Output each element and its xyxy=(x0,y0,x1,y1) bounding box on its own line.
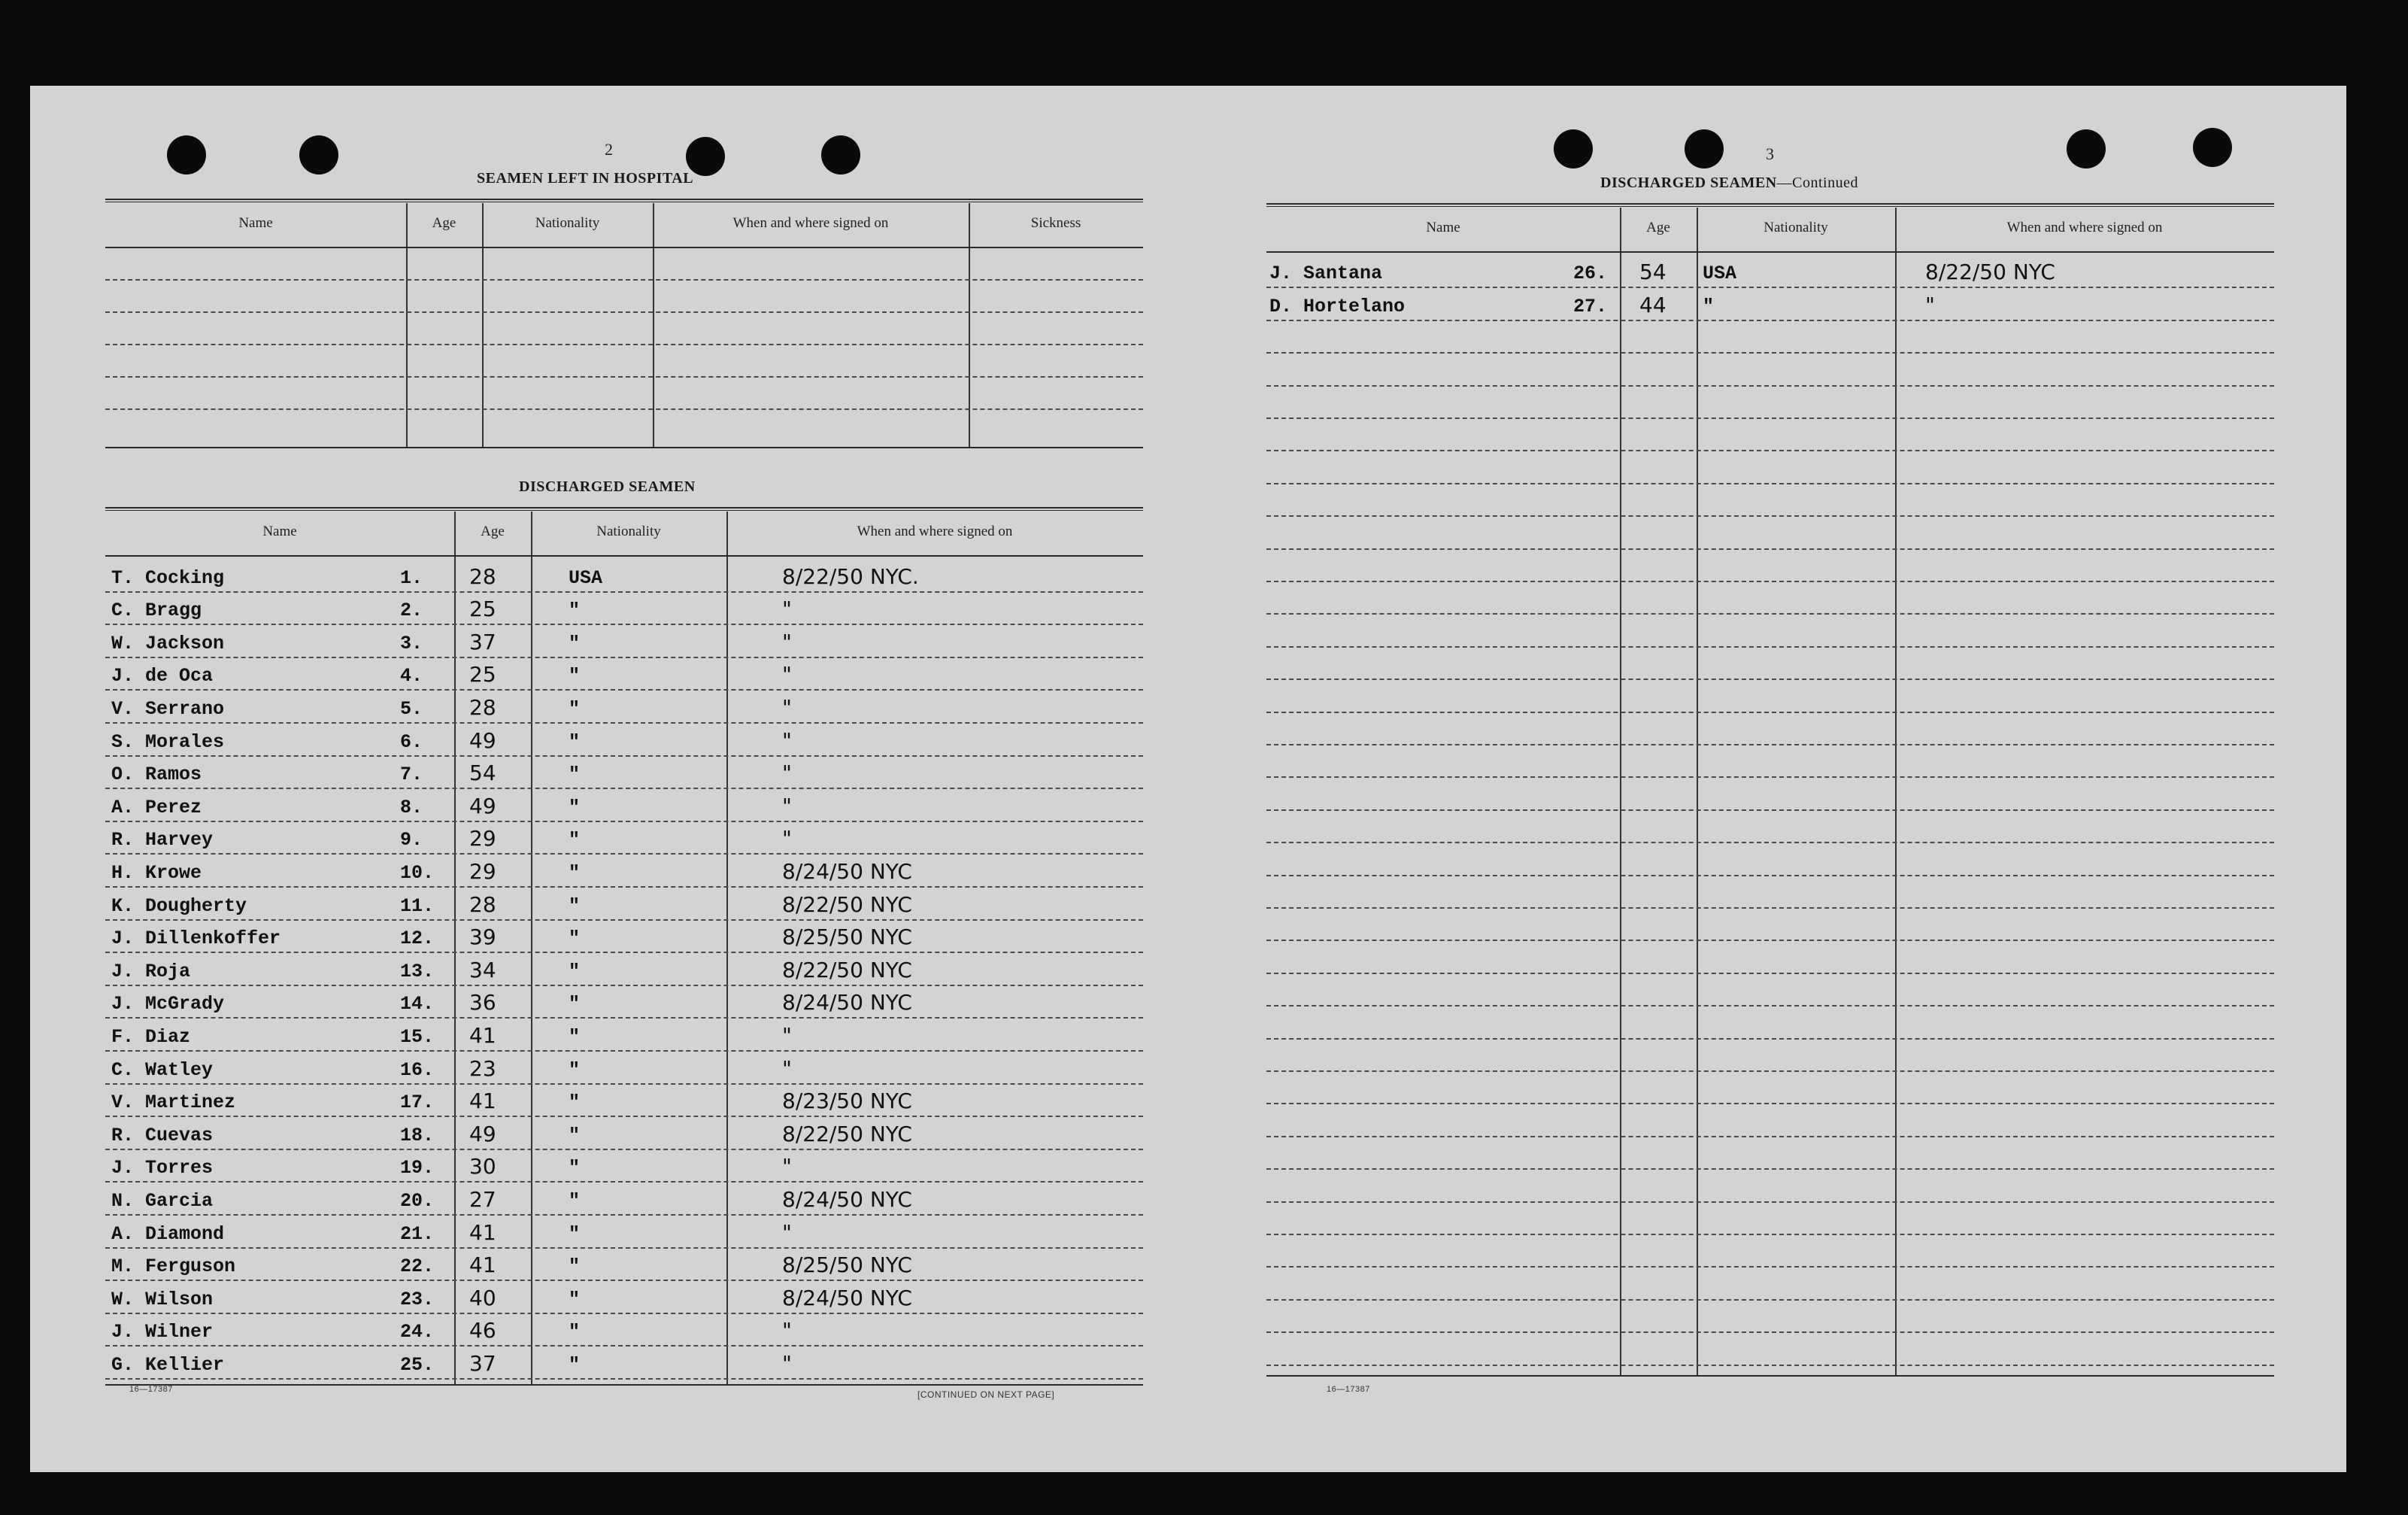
seaman-age: 25 xyxy=(469,597,496,622)
signed-on: " xyxy=(782,1154,792,1180)
seaman-age: 37 xyxy=(469,629,496,654)
table-row xyxy=(1266,1333,2274,1365)
seaman-nationality: " xyxy=(569,1189,581,1212)
seaman-name: J. Dillenkoffer xyxy=(111,928,281,950)
row-number: 26. xyxy=(1573,263,1608,285)
right-page xyxy=(1203,86,2331,1472)
seaman-age: 46 xyxy=(469,1318,496,1343)
table-row xyxy=(1266,550,2274,582)
hospital-section-title: SEAMEN LEFT IN HOSPITAL xyxy=(477,170,694,187)
table-row xyxy=(1266,843,2274,876)
row-number: 4. xyxy=(400,665,423,688)
signed-on: " xyxy=(782,629,792,654)
seaman-name: D. Hortelano xyxy=(1269,295,1406,317)
seaman-nationality: " xyxy=(569,993,581,1016)
table-row xyxy=(1266,876,2274,909)
seaman-nationality: USA xyxy=(1703,263,1737,285)
punch-hole xyxy=(1554,129,1593,169)
right-col-nationality: Nationality xyxy=(1764,220,1828,235)
seaman-name: R. Harvey xyxy=(111,829,214,852)
seaman-age: 41 xyxy=(469,1088,496,1114)
table-row xyxy=(1266,1040,2274,1072)
row-number: 8. xyxy=(400,796,423,818)
hospital-col-signed: When and where signed on xyxy=(732,215,889,231)
hospital-col-sickness: Sickness xyxy=(1030,215,1081,231)
seaman-nationality: " xyxy=(569,1091,581,1114)
signed-on: 8/24/50 NYC xyxy=(782,1186,912,1212)
seaman-name: W. Wilson xyxy=(111,1288,214,1310)
seaman-age: 49 xyxy=(469,727,496,753)
table-row xyxy=(105,1085,1143,1118)
row-number: 10. xyxy=(400,861,435,884)
seaman-name: C. Watley xyxy=(111,1058,214,1081)
seaman-name: F. Diaz xyxy=(111,1025,191,1048)
table-row xyxy=(1266,1072,2274,1104)
punch-hole xyxy=(2193,128,2232,167)
signed-on: " xyxy=(782,727,792,753)
signed-on: " xyxy=(782,826,792,852)
table-row xyxy=(1266,680,2274,712)
seaman-age: 54 xyxy=(1639,260,1666,285)
table-row xyxy=(105,789,1143,822)
discharged-table xyxy=(105,507,1143,1395)
seaman-nationality: " xyxy=(569,1288,581,1310)
seaman-nationality: " xyxy=(569,665,581,688)
page-number: 2 xyxy=(605,140,613,159)
seaman-age: 23 xyxy=(469,1055,496,1081)
seaman-name: G. Kellier xyxy=(111,1353,225,1376)
seaman-name: J. Wilner xyxy=(111,1321,214,1343)
seaman-age: 39 xyxy=(469,924,496,950)
row-number: 13. xyxy=(400,960,435,982)
table-row xyxy=(1266,517,2274,549)
signed-on: " xyxy=(782,1219,792,1245)
seaman-age: 41 xyxy=(469,1252,496,1278)
signed-on: 8/25/50 NYC xyxy=(782,924,912,950)
right-col-name: Name xyxy=(1426,220,1460,235)
signed-on: 8/24/50 NYC xyxy=(782,858,912,884)
table-row xyxy=(105,724,1143,757)
punch-hole xyxy=(821,135,860,175)
seaman-age: 34 xyxy=(469,957,496,982)
table-row xyxy=(1266,354,2274,386)
seaman-nationality: " xyxy=(569,764,581,786)
signed-on: " xyxy=(782,1350,792,1376)
table-row xyxy=(105,658,1143,691)
seaman-name: N. Garcia xyxy=(111,1189,214,1212)
signed-on: 8/22/50 NYC. xyxy=(782,563,919,589)
seaman-nationality: " xyxy=(569,894,581,917)
seaman-name: W. Jackson xyxy=(111,632,225,654)
table-row xyxy=(1266,1203,2274,1235)
hospital-col-nationality: Nationality xyxy=(535,215,600,231)
table-row xyxy=(1266,909,2274,941)
table-row xyxy=(105,691,1143,724)
seaman-name: R. Cuevas xyxy=(111,1124,214,1146)
signed-on: 8/24/50 NYC xyxy=(782,990,912,1016)
row-number: 24. xyxy=(400,1321,435,1343)
seaman-age: 30 xyxy=(469,1154,496,1180)
table-row xyxy=(1266,321,2274,354)
row-number: 9. xyxy=(400,829,423,852)
row-number: 15. xyxy=(400,1025,435,1048)
seaman-name: A. Perez xyxy=(111,796,202,818)
seaman-name: T. Cocking xyxy=(111,566,225,589)
signed-on: 8/23/50 NYC xyxy=(782,1088,912,1114)
hospital-col-age: Age xyxy=(432,215,456,231)
seaman-age: 28 xyxy=(469,563,496,589)
hospital-col-name: Name xyxy=(238,215,273,231)
punch-hole xyxy=(1685,129,1724,169)
punch-hole xyxy=(299,135,338,175)
seaman-age: 27 xyxy=(469,1186,496,1212)
seaman-age: 36 xyxy=(469,990,496,1016)
row-number: 3. xyxy=(400,632,423,654)
table-row xyxy=(1266,974,2274,1006)
table-row xyxy=(1266,1268,2274,1300)
table-row xyxy=(1266,1006,2274,1039)
hospital-table xyxy=(105,199,1143,454)
signed-on: 8/22/50 NYC xyxy=(782,957,912,982)
row-number: 1. xyxy=(400,566,423,589)
punch-hole xyxy=(167,135,206,175)
seaman-age: 28 xyxy=(469,694,496,720)
table-row xyxy=(1266,615,2274,647)
signed-on: " xyxy=(782,1022,792,1048)
table-row xyxy=(105,560,1143,593)
discharged-rows xyxy=(105,560,1143,1387)
discharged-col-name: Name xyxy=(262,524,297,539)
signed-on: 8/22/50 NYC xyxy=(782,891,912,917)
right-section-title: DISCHARGED SEAMEN—Continued xyxy=(1600,175,1858,191)
table-row xyxy=(1266,484,2274,517)
discharged-col-nationality: Nationality xyxy=(596,524,661,539)
signed-on: 8/25/50 NYC xyxy=(782,1252,912,1278)
seaman-age: 49 xyxy=(469,1121,496,1146)
seaman-age: 29 xyxy=(469,858,496,884)
left-page xyxy=(30,86,1181,1472)
signed-on: " xyxy=(782,1318,792,1343)
discharged-col-signed: When and where signed on xyxy=(857,524,1013,539)
table-row xyxy=(1266,387,2274,419)
discharged-col-age: Age xyxy=(481,524,505,539)
table-row xyxy=(105,921,1143,954)
signed-on: " xyxy=(782,662,792,688)
seaman-nationality: " xyxy=(569,1321,581,1343)
table-row xyxy=(105,593,1143,626)
table-row xyxy=(1266,1301,2274,1333)
signed-on: " xyxy=(782,793,792,818)
row-number: 23. xyxy=(400,1288,435,1310)
table-row xyxy=(105,888,1143,921)
discharged-section-title: DISCHARGED SEAMEN xyxy=(519,478,696,495)
seaman-nationality: " xyxy=(569,861,581,884)
table-row xyxy=(1266,451,2274,484)
table-row xyxy=(1266,582,2274,615)
row-number: 14. xyxy=(400,993,435,1016)
seaman-name: J. Roja xyxy=(111,960,191,982)
seaman-nationality: " xyxy=(569,928,581,950)
form-number: 16—17387 xyxy=(1327,1385,1370,1394)
table-row xyxy=(105,855,1143,888)
seaman-age: 44 xyxy=(1639,292,1666,317)
row-number: 7. xyxy=(400,764,423,786)
table-row xyxy=(1266,713,2274,745)
table-row xyxy=(105,1117,1143,1150)
seaman-nationality: " xyxy=(569,1255,581,1278)
row-number: 17. xyxy=(400,1091,435,1114)
table-row xyxy=(105,1019,1143,1052)
seaman-age: 28 xyxy=(469,891,496,917)
discharged-continued-table xyxy=(1266,203,2274,1384)
seaman-nationality: " xyxy=(569,829,581,852)
punch-hole xyxy=(2067,129,2106,169)
row-number: 20. xyxy=(400,1189,435,1212)
row-number: 11. xyxy=(400,894,435,917)
table-row xyxy=(105,1052,1143,1085)
table-row xyxy=(105,986,1143,1019)
row-number: 25. xyxy=(400,1353,435,1376)
row-number: 27. xyxy=(1573,295,1608,317)
seaman-name: V. Serrano xyxy=(111,697,225,720)
seaman-nationality: " xyxy=(569,600,581,622)
seaman-nationality: " xyxy=(569,960,581,982)
table-row xyxy=(105,625,1143,658)
signed-on: " xyxy=(782,761,792,786)
table-row xyxy=(105,1216,1143,1249)
right-col-signed: When and where signed on xyxy=(2006,220,2163,235)
seaman-name: J. McGrady xyxy=(111,993,225,1016)
table-row xyxy=(1266,745,2274,778)
table-row xyxy=(1266,778,2274,810)
seaman-name: S. Morales xyxy=(111,730,225,753)
seaman-nationality: " xyxy=(569,1058,581,1081)
seaman-age: 54 xyxy=(469,761,496,786)
row-number: 5. xyxy=(400,697,423,720)
table-row xyxy=(1266,1235,2274,1268)
form-number: 16—17387 xyxy=(129,1385,173,1394)
seaman-name: J. Santana xyxy=(1269,263,1383,285)
row-number: 2. xyxy=(400,600,423,622)
table-row xyxy=(1266,648,2274,680)
seaman-age: 41 xyxy=(469,1219,496,1245)
page-number: 3 xyxy=(1766,144,1774,163)
seaman-name: M. Ferguson xyxy=(111,1255,236,1278)
table-row xyxy=(1266,941,2274,973)
signed-on: " xyxy=(782,694,792,720)
seaman-nationality: " xyxy=(569,796,581,818)
seaman-age: 40 xyxy=(469,1285,496,1310)
seaman-nationality: " xyxy=(569,1222,581,1245)
row-number: 12. xyxy=(400,928,435,950)
table-row xyxy=(1266,1137,2274,1170)
table-row xyxy=(1266,288,2274,320)
signed-on: " xyxy=(1925,292,1935,317)
row-number: 16. xyxy=(400,1058,435,1081)
table-row xyxy=(1266,1104,2274,1137)
seaman-nationality: " xyxy=(569,1157,581,1180)
table-row xyxy=(1266,1170,2274,1202)
row-number: 22. xyxy=(400,1255,435,1278)
row-number: 18. xyxy=(400,1124,435,1146)
document-sheet xyxy=(30,86,2346,1472)
seaman-name: J. de Oca xyxy=(111,665,214,688)
table-row xyxy=(105,757,1143,790)
table-row xyxy=(105,1150,1143,1183)
seaman-name: J. Torres xyxy=(111,1157,214,1180)
table-row xyxy=(105,1346,1143,1380)
table-row xyxy=(105,1281,1143,1314)
seaman-nationality: " xyxy=(569,730,581,753)
seaman-age: 41 xyxy=(469,1022,496,1048)
seaman-name: V. Martinez xyxy=(111,1091,236,1114)
seaman-nationality: " xyxy=(569,1353,581,1376)
table-row xyxy=(105,953,1143,986)
table-row xyxy=(105,1249,1143,1282)
seaman-name: A. Diamond xyxy=(111,1222,225,1245)
table-row xyxy=(1266,419,2274,451)
seaman-name: O. Ramos xyxy=(111,764,202,786)
seaman-nationality: " xyxy=(1703,295,1715,317)
signed-on: " xyxy=(782,1055,792,1081)
seaman-nationality: " xyxy=(569,1124,581,1146)
right-col-age: Age xyxy=(1646,220,1670,235)
signed-on: 8/24/50 NYC xyxy=(782,1285,912,1310)
seaman-age: 25 xyxy=(469,662,496,688)
signed-on: " xyxy=(782,597,792,622)
seaman-nationality: USA xyxy=(569,566,603,589)
seaman-name: H. Krowe xyxy=(111,861,202,884)
seaman-nationality: " xyxy=(569,632,581,654)
table-row xyxy=(105,1183,1143,1216)
seaman-name: C. Bragg xyxy=(111,600,202,622)
table-row xyxy=(105,1314,1143,1347)
table-row xyxy=(1266,811,2274,843)
continued-note: [CONTINUED ON NEXT PAGE] xyxy=(917,1389,1055,1400)
table-row xyxy=(1266,256,2274,288)
continued-rows xyxy=(1266,256,2274,1369)
table-row xyxy=(105,822,1143,855)
signed-on: 8/22/50 NYC xyxy=(1925,260,2055,285)
seaman-nationality: " xyxy=(569,697,581,720)
seaman-age: 49 xyxy=(469,793,496,818)
row-number: 6. xyxy=(400,730,423,753)
row-number: 19. xyxy=(400,1157,435,1180)
seaman-age: 37 xyxy=(469,1350,496,1376)
signed-on: 8/22/50 NYC xyxy=(782,1121,912,1146)
seaman-nationality: " xyxy=(569,1025,581,1048)
seaman-age: 29 xyxy=(469,826,496,852)
seaman-name: K. Dougherty xyxy=(111,894,247,917)
row-number: 21. xyxy=(400,1222,435,1245)
